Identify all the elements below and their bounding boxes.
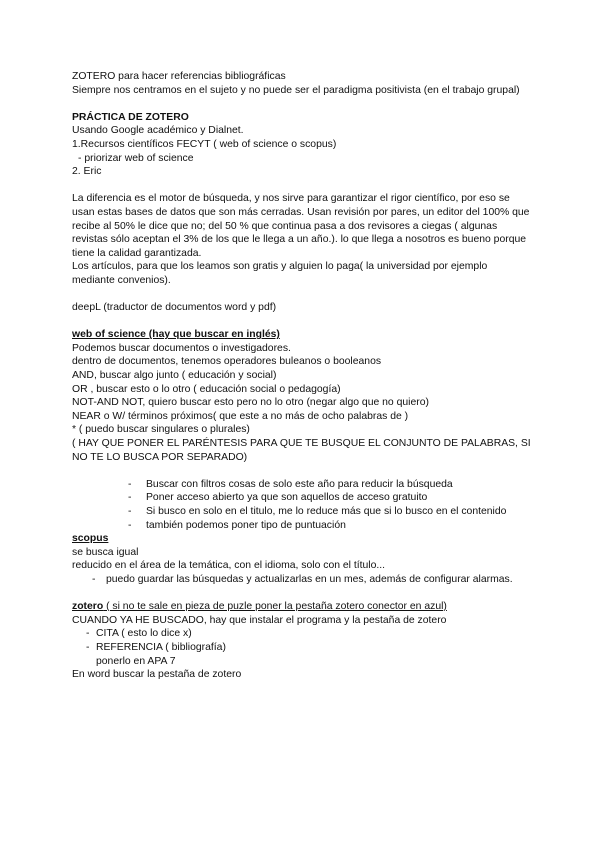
wos-line-5: NEAR o W/ términos próximos( que este a no más de ocho palabras de )	[72, 410, 409, 422]
scopus-line-2: reducido en el área de la temática, con el idioma, solo con el título...	[72, 560, 386, 572]
wos-line-7: ( HAY QUE PONER EL PARÉNTESIS PARA QUE TE BUSQUE EL CONJUNTO DE PALABRAS, SI NO TE LO BUSCA POR SEPARADO)	[72, 438, 531, 463]
list-item-text: Si busco en solo en el titulo, me lo reduce más que si lo busco en el contenido	[146, 506, 507, 517]
list-item	[72, 505, 532, 519]
list-item-text: puedo guardar las búsquedas y actualizarlas en un mes, además de configurar alarmas.	[106, 573, 513, 585]
dash-bullet: -	[128, 519, 132, 531]
dash-bullet: -	[86, 641, 90, 653]
spacer	[72, 97, 532, 111]
intro-line-1: ZOTERO para hacer referencias bibliográficas	[72, 71, 286, 82]
list-item-text: también podemos poner tipo de puntuación	[146, 519, 346, 531]
practica-line-1: Usando Google académico y Dialnet.	[72, 125, 244, 137]
paragraph-articulos: Los artículos, para que los leamos son gratis y alguien lo paga( la universidad por ejemplo mediante convenios).	[72, 261, 488, 286]
dash-bullet: -	[92, 573, 96, 585]
wos-title: web of science (hay que buscar en inglés)	[72, 329, 280, 341]
dash-bullet: -	[86, 628, 90, 640]
scopus-bullet-list	[72, 573, 532, 587]
spacer	[72, 179, 532, 193]
spacer	[72, 315, 532, 329]
wos-line-3: OR , buscar esto o lo otro ( educación social o pedagogía)	[72, 383, 341, 395]
scopus-line-1: se busca igual	[72, 546, 139, 558]
wos-line-1: dentro de documentos, tenemos operadores buleanos o booleanos	[72, 356, 382, 368]
list-item	[72, 519, 532, 533]
list-item	[72, 478, 532, 492]
paragraph-deepl: deepL (traductor de documentos word y pdf)	[72, 302, 277, 314]
spacer	[72, 464, 532, 478]
zotero-bullet-list	[72, 627, 532, 654]
zotero-title-rest: ( si no te sale en pieza de puzle poner la pestaña zotero conector en azul)	[103, 601, 447, 613]
list-item	[72, 491, 532, 505]
zotero-sub: ponerlo en APA 7	[96, 655, 176, 667]
list-item-text: CITA ( esto lo dice x)	[96, 628, 192, 640]
wos-bullet-list	[72, 478, 532, 532]
wos-line-6: * ( puedo buscar singulares o plurales)	[72, 424, 250, 436]
dash-bullet: -	[128, 478, 132, 490]
list-item-text: REFERENCIA ( bibliografía)	[96, 641, 226, 653]
spacer	[72, 288, 532, 302]
scopus-title: scopus	[72, 533, 109, 545]
list-item-text: Poner acceso abierto ya que son aquellos de acceso gratuito	[146, 492, 428, 504]
intro-line-2: Siempre nos centramos en el sujeto y no puede ser el paradigma positivista (en el trabajo grupal)	[72, 84, 520, 96]
practica-title: PRÁCTICA DE ZOTERO	[72, 111, 189, 123]
practica-line-2: 1.Recursos científicos FECYT ( web of science o scopus)	[72, 138, 337, 150]
spacer	[72, 587, 532, 601]
paragraph-motor: La diferencia es el motor de búsqueda, y nos sirve para garantizar el rigor científico, por eso se usan estas bases de datos que son más cerradas. Usan revisión por pares, un editor del 100% que recibe al 50% le dice que no; del 50 % que continua pasa a dos revisores a ciegas ( algunas revistas sólo aceptan el 3% de los que le llega a un año.). lo que llega a nosotros es bueno porque tiene la calidad garantizada.	[72, 193, 530, 259]
practica-line-4: 2. Eric	[72, 166, 102, 178]
list-item-text: Buscar con filtros cosas de solo este año para reducir la búsqueda	[146, 478, 453, 490]
wos-line-4: NOT-AND NOT, quiero buscar esto pero no lo otro (negar algo que no quiero)	[72, 397, 429, 409]
practica-line-3: - priorizar web of science	[78, 152, 194, 164]
zotero-line-1: CUANDO YA HE BUSCADO, hay que instalar el programa y la pestaña de zotero	[72, 614, 447, 626]
zotero-title-bold: zotero	[72, 601, 104, 613]
list-item	[72, 573, 532, 587]
dash-bullet: -	[128, 506, 132, 517]
zotero-title	[72, 600, 532, 614]
list-item	[72, 641, 532, 655]
list-item	[72, 627, 532, 641]
dash-bullet: -	[128, 492, 132, 504]
wos-line-2: AND, buscar algo junto ( educación y social)	[72, 370, 277, 382]
wos-line-0: Podemos buscar documentos o investigadores.	[72, 342, 291, 354]
document-content	[72, 70, 532, 682]
zotero-last: En word buscar la pestaña de zotero	[72, 669, 242, 681]
